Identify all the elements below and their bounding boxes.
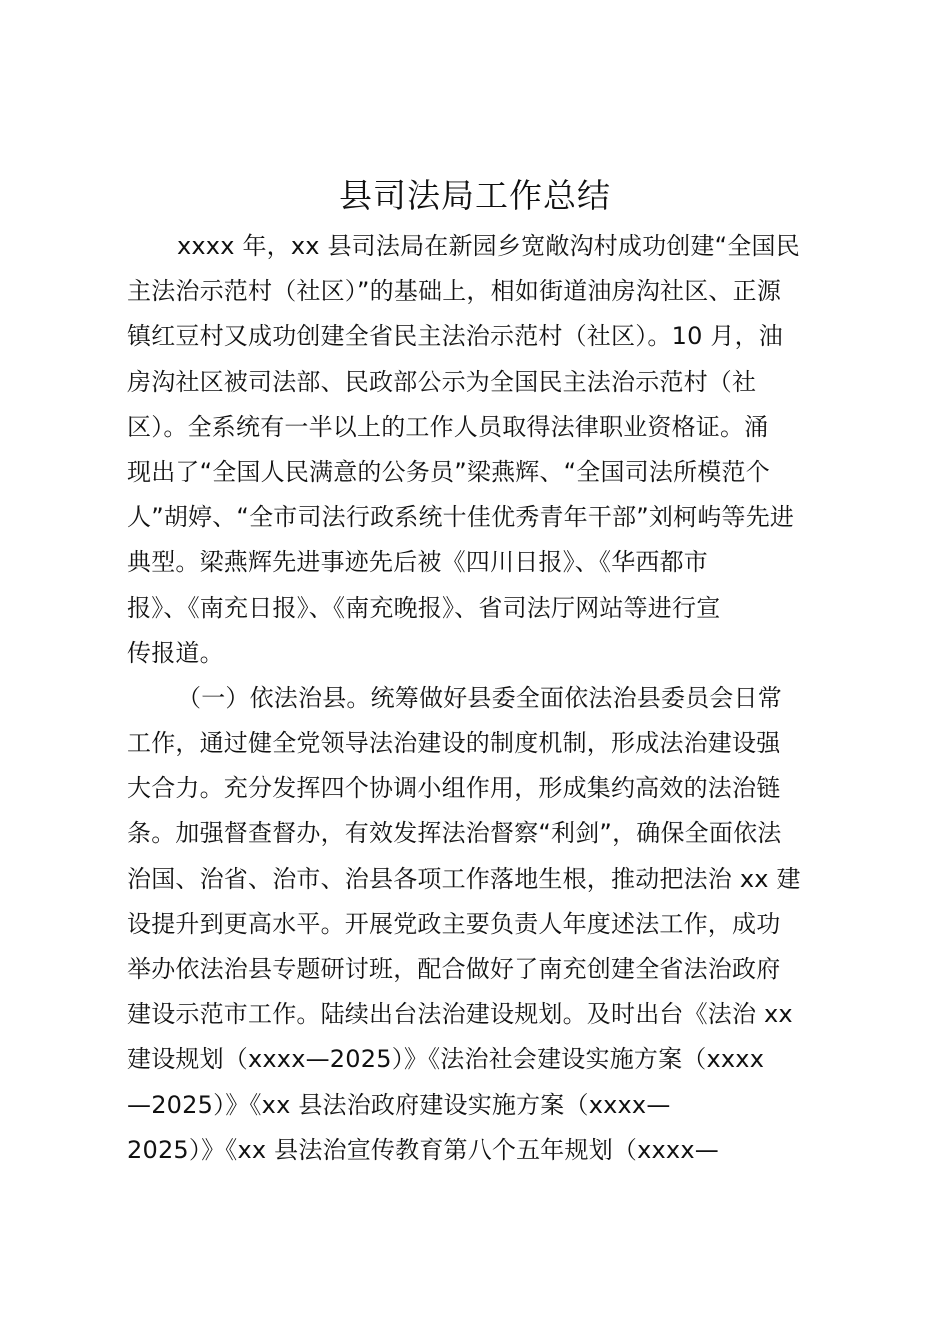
paragraph-1	[127, 224, 837, 676]
document-body	[127, 224, 837, 1173]
paragraph-line: 现出了“全国人民满意的公务员”梁燕辉、“全国司法所模范个	[127, 457, 770, 486]
paragraph-line: （一）依法治县。统筹做好县委全面依法治县委员会日常	[177, 683, 782, 712]
document-title: 县司法局工作总结	[339, 176, 611, 215]
paragraph-line: 典型。梁燕辉先进事迹先后被《四川日报》、《华西都市	[127, 548, 708, 577]
paragraph-line: 建设规划（xxxx—2025）》《法治社会建设实施方案（xxxx	[127, 1045, 765, 1074]
paragraph-line: 2025）》《xx 县法治宣传教育第八个五年规划（xxxx—	[127, 1135, 719, 1164]
paragraph-line: 举办依法治县专题研讨班，配合做好了南充创建全省法治政府	[127, 955, 781, 983]
paragraph-line: 治国、治省、治市、治县各项工作落地生根，推动把法治 xx 建	[127, 864, 801, 893]
paragraph-line: 人”胡婷、“全市司法行政系统十佳优秀青年干部”刘柯屿等先进	[127, 503, 795, 532]
paragraph-line: 区）。全系统有一半以上的工作人员取得法律职业资格证。涌	[127, 412, 769, 441]
paragraph-2	[127, 676, 837, 1173]
paragraph-line: 房沟社区被司法部、民政部公示为全国民主法治示范村（社	[127, 367, 757, 396]
paragraph-line: 条。加强督查督办，有效发挥法治督察“利剑”，确保全面依法	[127, 819, 782, 848]
paragraph-line: 大合力。充分发挥四个协调小组作用，形成集约高效的法治链	[127, 774, 781, 803]
paragraph-line: 传报道。	[127, 638, 224, 667]
paragraph-line: xxxx 年，xx 县司法局在新园乡宽敞沟村成功创建“全国民	[177, 232, 800, 260]
paragraph-line: 建设示范市工作。陆续出台法治建设规划。及时出台《法治 xx	[127, 1000, 793, 1029]
paragraph-line: 主法治示范村（社区）”的基础上，相如街道油房沟社区、正源	[127, 277, 782, 306]
paragraph-line: 设提升到更高水平。开展党政主要负责人年度述法工作，成功	[127, 909, 781, 938]
paragraph-line: —2025）》《xx 县法治政府建设实施方案（xxxx—	[127, 1090, 671, 1119]
paragraph-line: 报》、《南充日报》、《南充晚报》、省司法厅网站等进行宣	[127, 593, 721, 622]
paragraph-line: 工作，通过健全党领导法治建设的制度机制，形成法治建设强	[127, 729, 781, 758]
paragraph-line: 镇红豆村又成功创建全省民主法治示范村（社区）。10 月，油	[127, 322, 783, 351]
